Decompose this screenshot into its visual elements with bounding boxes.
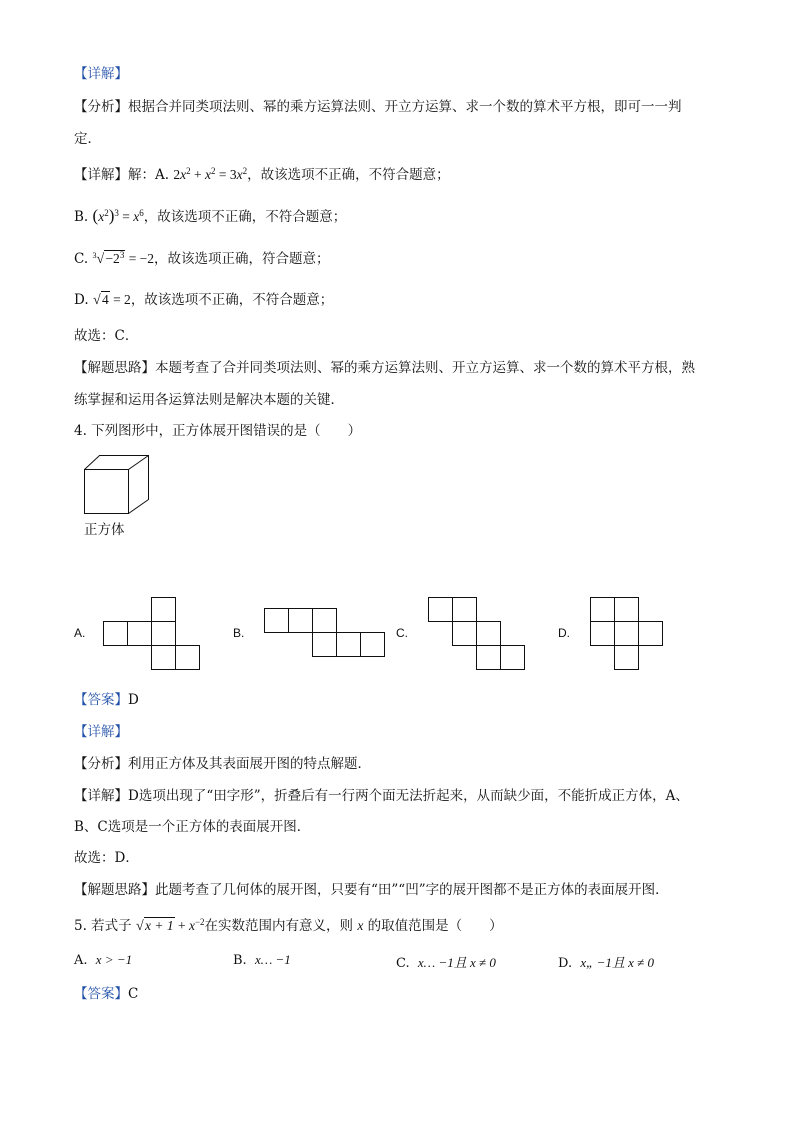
q5-expression: √ $x + 1 + x^{-2}$	[135, 917, 205, 934]
cube-front-face	[85, 470, 129, 514]
q4-option-d-net	[590, 597, 664, 671]
q3-choice: 故选：C．	[74, 328, 139, 344]
q3-analysis-text-2: 定．	[74, 131, 101, 147]
q4-answer	[74, 690, 139, 710]
q4-analysis-text: 利用正方体及其表面展开图的特点解题．	[128, 756, 371, 772]
q4-detail-line-1	[74, 786, 689, 806]
q5-option-a: A. x > −1	[74, 952, 133, 968]
q4-option-b-net	[264, 608, 386, 658]
q3-detail-tag: 【详解】	[74, 167, 128, 183]
q4-option-d-label: D.	[558, 626, 570, 640]
q3-detail-header: 【详解】	[74, 66, 128, 82]
q4-option-a-net	[103, 597, 201, 671]
q4-option-a-label: A.	[74, 626, 86, 640]
q4-detail-text-2: B、C选项是一个正方体的表面展开图．	[74, 819, 311, 835]
q4-thoughts-tag: 【解题思路】	[74, 882, 155, 898]
q3-thoughts-tag: 【解题思路】	[74, 360, 155, 376]
q3-detail-line-A	[74, 165, 450, 185]
q4-thoughts-text: 此题考查了几何体的展开图，只要有“田”“凹”字的展开图都不是正方体的表面展开图．	[155, 882, 669, 898]
q4-analysis-line	[74, 754, 371, 774]
q3-analysis-text-1: 根据合并同类项法则、幂的乘方运算法则、开立方运算、求一个数的算术平方根，即可一一判	[128, 99, 682, 115]
q3-thoughts-line-1	[74, 358, 695, 378]
q5-answer-tag: 【答案】	[74, 986, 128, 1002]
q4-thoughts-line	[74, 880, 669, 900]
q5-answer	[74, 984, 138, 1004]
q3-detail-prefix: 解：A.	[128, 167, 174, 183]
q5-answer-value: C	[128, 986, 139, 1002]
q4-choice: 故选：D．	[74, 850, 139, 866]
q3-note-B: ，故该选项不正确，不符合题意；	[143, 209, 347, 225]
q3-note-D: ，故该选项不正确，不符合题意；	[130, 292, 334, 308]
q3-math-A: $2x^2 + x^2 = 3x^2$	[173, 166, 248, 182]
q3-detail-line-D: D. √ 4 = 2，故该选项不正确，不符合题意；	[74, 292, 334, 308]
q4-option-c-net	[428, 597, 526, 671]
q3-note-A: ，故该选项不正确，不符合题意；	[247, 167, 450, 183]
q3-thoughts-text-2: 练掌握和运用各运算法则是解决本题的关键．	[74, 392, 344, 408]
q4-answer-value: D	[128, 692, 139, 708]
q4-detail-text-1: D选项出现了“田字形”，折叠后有一行两个面无法折起来，从而缺少面，不能折成正方体，A、	[128, 788, 689, 804]
cube-top-right-edges	[85, 456, 149, 514]
q4-option-c-label: C.	[396, 626, 408, 640]
q4-option-b-label: B.	[233, 626, 245, 640]
q5-stem: 5. 若式子 √ $x + 1 + x^{-2}$在实数范围内有意义，则 x 的取值范围是（ ）	[74, 917, 503, 934]
q4-detail-tag: 【详解】	[74, 788, 128, 804]
q3-math-D: √ 4 = 2	[92, 292, 131, 308]
q3-detail-line-B: B. $(x^2)^3 = x^6$，故该选项不正确，不符合题意；	[74, 206, 347, 225]
q5-option-b: B. x… −1	[233, 952, 291, 968]
cube-caption: 正方体	[84, 522, 125, 538]
q3-detail-line-C: C. 3 √ $-2^3 = -2$，故该选项正确，符合题意；	[74, 250, 330, 267]
q4-detail-header: 【详解】	[74, 724, 128, 740]
q5-option-c: C. x… −1且 x ≠ 0	[396, 955, 496, 971]
q4-answer-tag: 【答案】	[74, 692, 128, 708]
q3-math-B: $(x^2)^3 = x^6$	[92, 206, 144, 225]
cube-figure	[84, 455, 150, 515]
q4-stem: 4. 下列图形中，正方体展开图错误的是（ ）	[74, 423, 362, 439]
cube-corner-edge	[129, 456, 149, 470]
q4-analysis-tag: 【分析】	[74, 756, 128, 772]
q3-thoughts-text-1: 本题考查了合并同类项法则、幂的乘方运算法则、开立方运算、求一个数的算术平方根，熟	[155, 360, 695, 376]
q3-analysis-line-1	[74, 97, 682, 117]
q3-note-C: ，故该选项正确，符合题意；	[154, 251, 330, 267]
q3-analysis-tag: 【分析】	[74, 99, 128, 115]
q3-math-C: 3 √ $-2^3 = -2$	[92, 250, 155, 267]
q5-option-d: D. x„ −1且 x ≠ 0	[558, 955, 655, 971]
